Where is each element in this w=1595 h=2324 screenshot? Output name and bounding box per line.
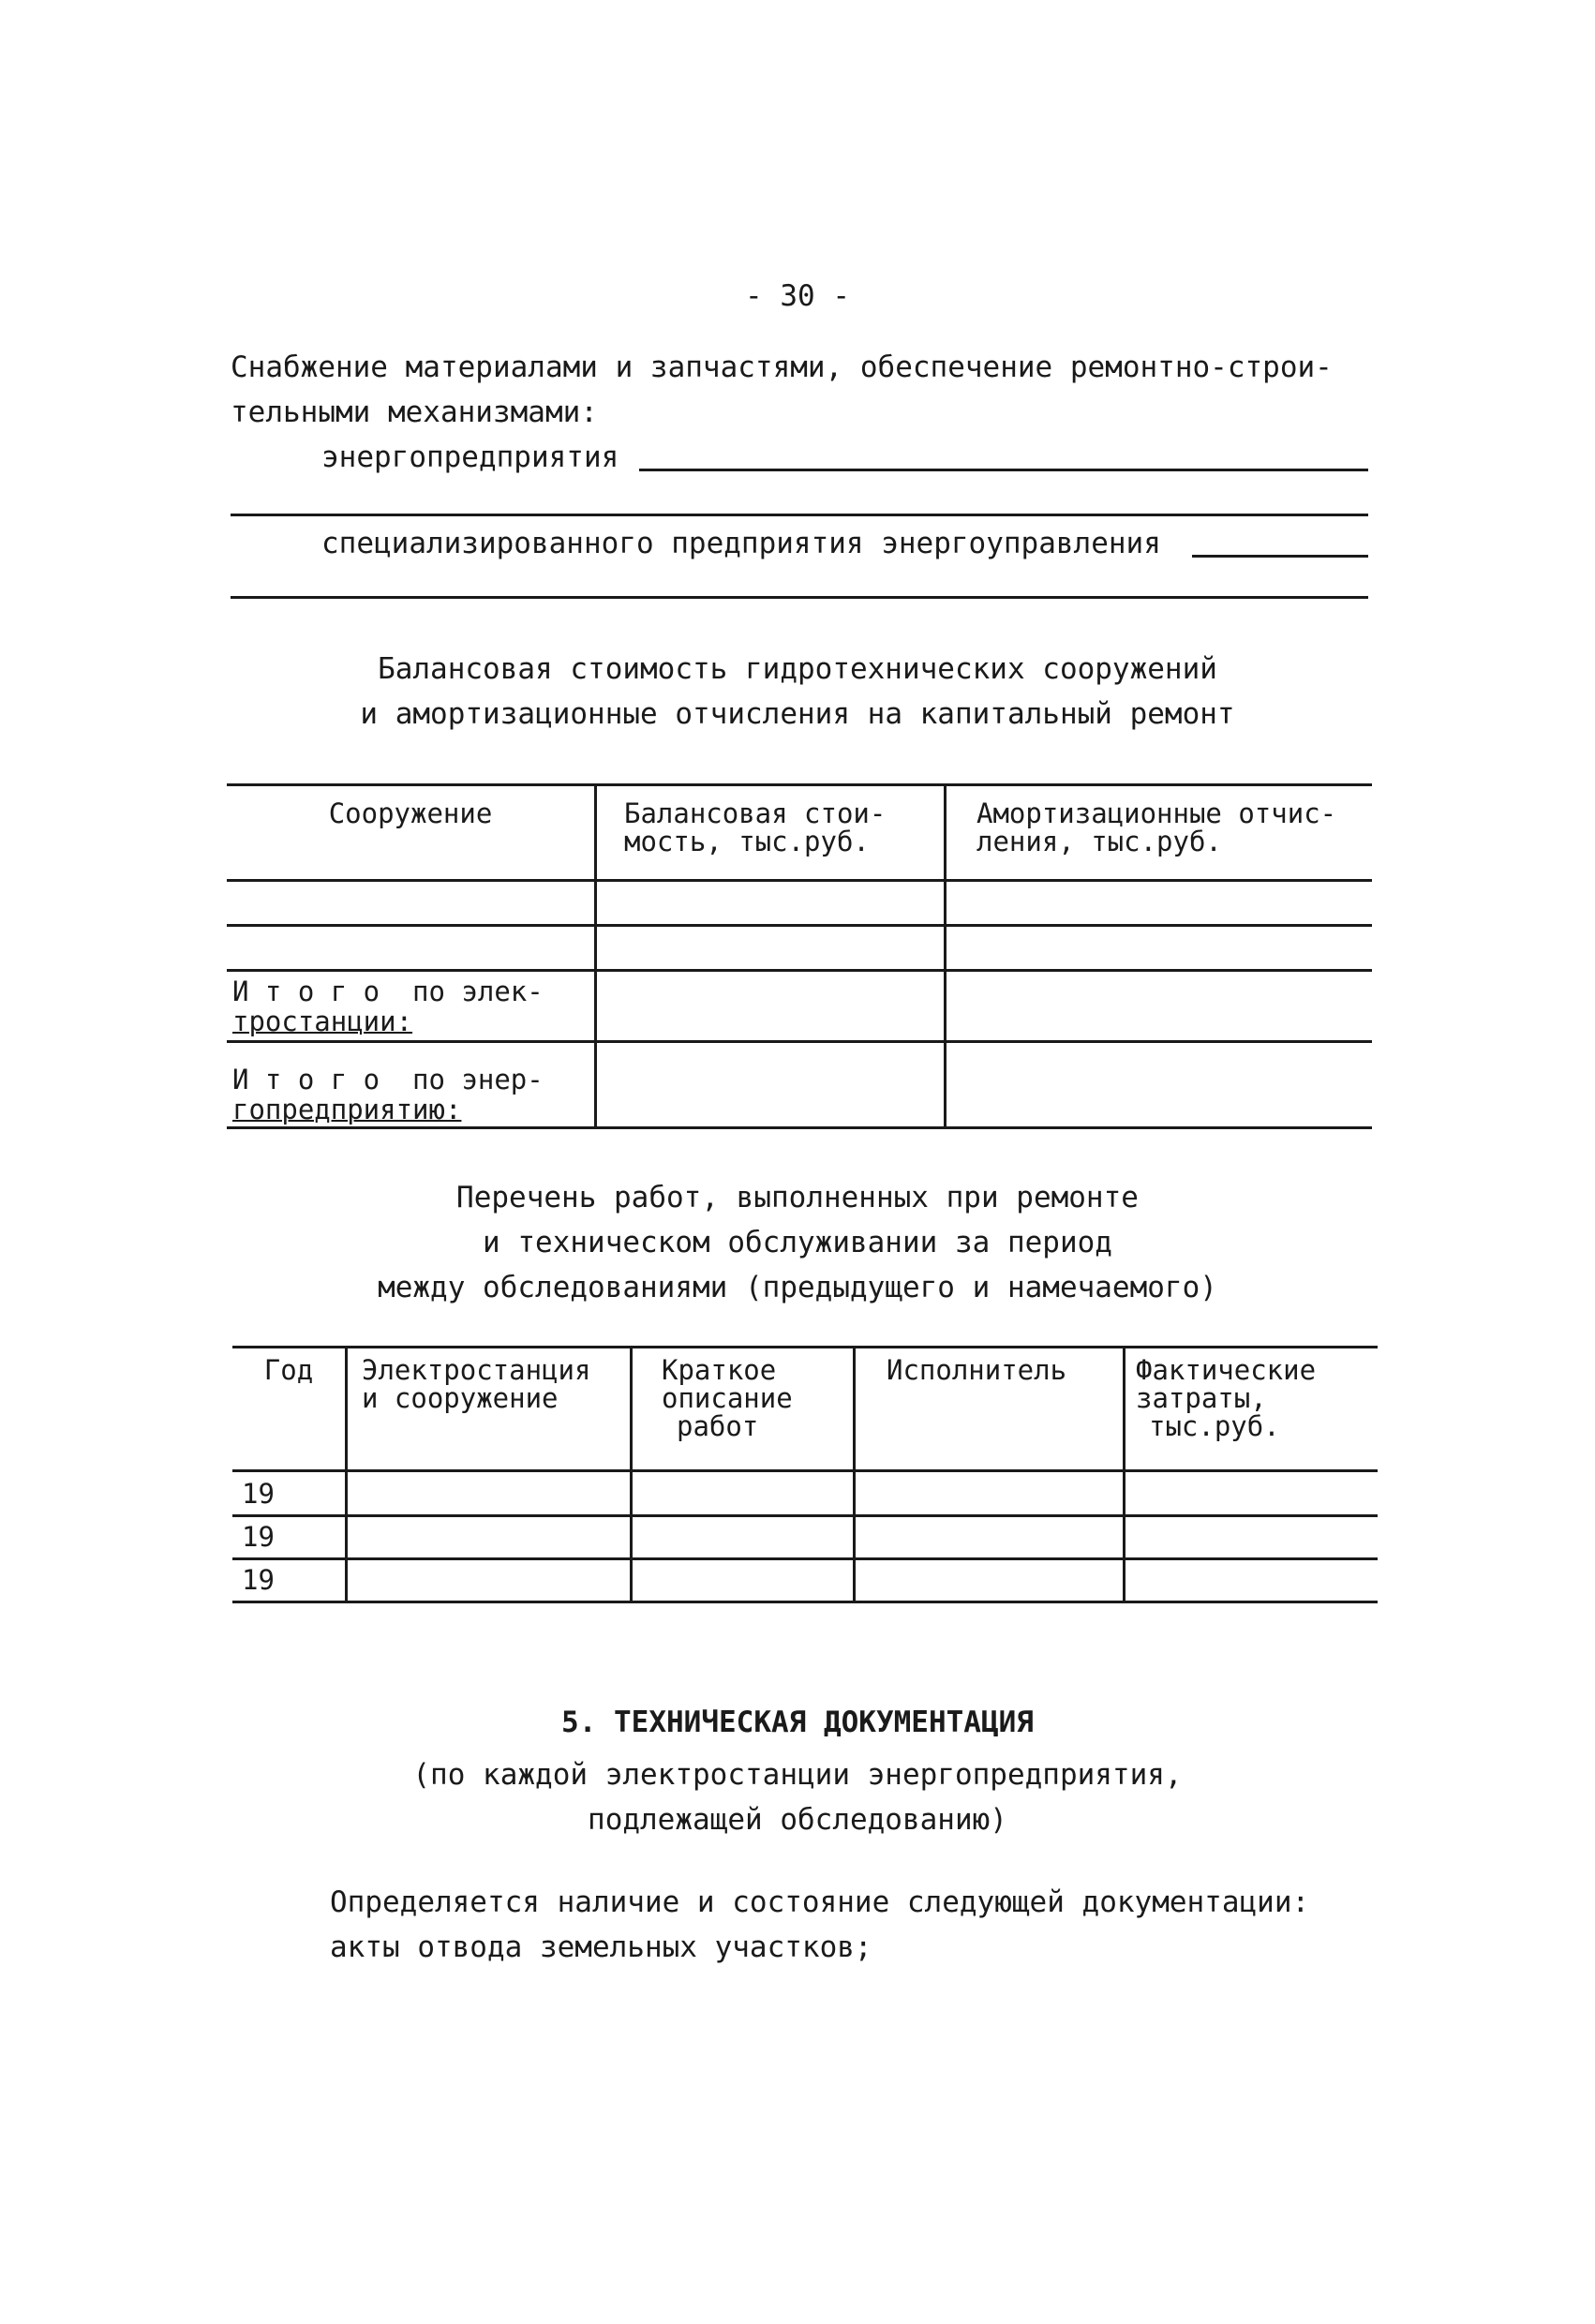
year-cell: 19: [242, 1521, 275, 1553]
table-row-line: [232, 1514, 1378, 1517]
table-column-divider: [853, 1346, 856, 1603]
balance-title-line-2: и амортизационные отчисления на капитальный ремонт: [360, 697, 1235, 731]
year-cell: 19: [242, 1564, 275, 1596]
works-header-costs: тыс.руб.: [1149, 1410, 1280, 1442]
total-enterprise-label: И т о г о по энер-: [232, 1064, 544, 1095]
works-title-line-2: и техническом обслуживании за период: [483, 1226, 1112, 1259]
table-row-line: [232, 1557, 1378, 1560]
total-enterprise-label: гопредприятию:: [232, 1094, 462, 1125]
fill-line: [231, 514, 1368, 516]
works-title-line-1: Перечень работ, выполненных при ремонте: [456, 1181, 1139, 1214]
section-5-subtitle-1: (по каждой электростанции энергопредприятия,: [412, 1758, 1183, 1792]
supply-item-specialized-enterprise: специализированного предприятия энергоуправления: [321, 527, 1161, 560]
section-5-title: 5. ТЕХНИЧЕСКАЯ ДОКУМЕНТАЦИЯ: [561, 1706, 1034, 1739]
works-header-station: и сооружение: [362, 1382, 559, 1414]
table-column-divider: [1123, 1346, 1125, 1603]
fill-line: [1192, 555, 1368, 558]
table-row-line: [227, 879, 1372, 882]
table-column-divider: [944, 783, 947, 1129]
supply-line-1: Снабжение материалами и запчастями, обеспечение ремонтно-строи-: [231, 350, 1333, 384]
page-number: - 30 -: [745, 279, 850, 313]
table-border-bottom: [227, 1126, 1372, 1129]
balance-header-structure: Сооружение: [328, 797, 493, 829]
works-header-station: Электростанция: [362, 1354, 591, 1386]
balance-header-value: мость, тыс.руб.: [624, 826, 870, 857]
section-5-text-1: Определяется наличие и состояние следующей документации:: [330, 1885, 1310, 1919]
balance-header-depreciation: Амортизационные отчис-: [976, 797, 1337, 829]
section-5-subtitle-2: подлежащей обследованию): [588, 1803, 1007, 1837]
works-header-executor: Исполнитель: [887, 1354, 1067, 1386]
works-header-costs: затраты,: [1136, 1382, 1267, 1414]
table-row-line: [227, 924, 1372, 927]
works-header-description: работ: [677, 1410, 759, 1442]
table-border-bottom: [232, 1601, 1378, 1603]
table-border-top: [227, 783, 1372, 786]
table-column-divider: [594, 783, 597, 1129]
balance-header-value: Балансовая стои-: [624, 797, 887, 829]
supply-line-2: тельными механизмами:: [231, 395, 598, 429]
balance-header-depreciation: ления, тыс.руб.: [976, 826, 1222, 857]
year-cell: 19: [242, 1478, 275, 1510]
table-row-line: [232, 1469, 1378, 1472]
fill-line: [231, 596, 1368, 599]
table-border-top: [232, 1346, 1378, 1348]
works-title-line-3: между обследованиями (предыдущего и намечаемого): [378, 1271, 1217, 1304]
table-column-divider: [630, 1346, 633, 1603]
supply-item-energy-enterprise: энергопредприятия: [321, 440, 619, 474]
works-header-description: Краткое: [662, 1354, 777, 1386]
total-station-label: тростанции:: [232, 1006, 413, 1037]
table-column-divider: [345, 1346, 348, 1603]
total-station-label: И т о г о по элек-: [232, 976, 544, 1007]
balance-title-line-1: Балансовая стоимость гидротехнических сооружений: [378, 652, 1217, 686]
works-header-year: Год: [263, 1354, 314, 1386]
works-header-costs: Фактические: [1136, 1354, 1317, 1386]
fill-line: [639, 469, 1368, 471]
table-row-line: [227, 1040, 1372, 1043]
works-header-description: описание: [662, 1382, 793, 1414]
table-row-line: [227, 969, 1372, 972]
section-5-text-2: акты отвода земельных участков;: [330, 1930, 872, 1964]
